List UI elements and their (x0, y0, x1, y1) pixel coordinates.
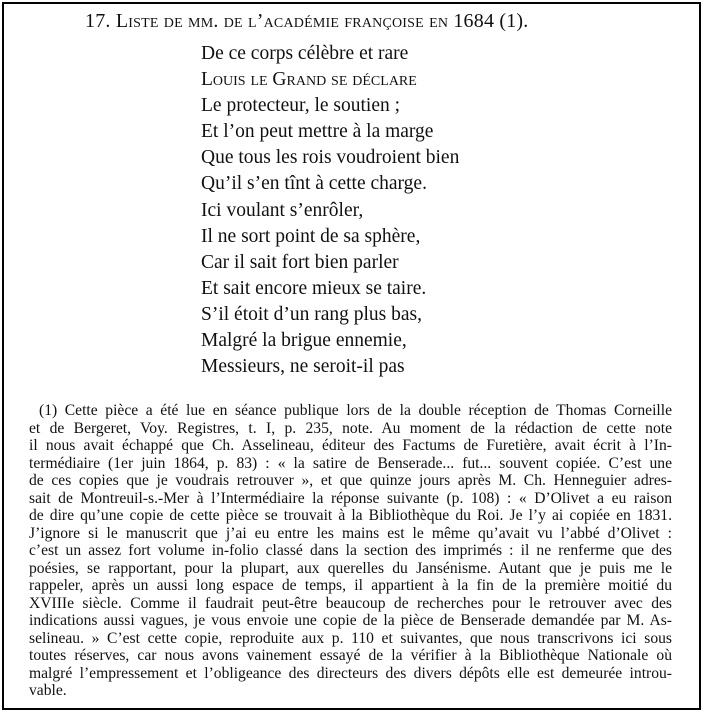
footnote-line: de dire qu’une copie de cette pièce se trouvait à la Bibliothèque du Roi. Je l’y ai copiée en 1831. (29, 507, 672, 524)
poem-line: Et sait encore mieux se taire. (201, 277, 427, 299)
poem-line: Malgré la brigue ennemie, (201, 330, 407, 352)
poem-line: Car il sait fort bien parler (201, 251, 399, 273)
footnote-line: et de Bergeret, Voy. Registres, t. I, p. 235, note. Au moment de la rédaction de cette note (29, 419, 672, 437)
section-title: Liste de mm. de l’académie françoise en 1684 (115, 10, 495, 32)
footnote-line: J’ignore si le manuscrit que j’ai eu entre les mains est le même qu’avait vu l’abbé d’Olivet : (29, 524, 672, 542)
footnote-line: termédiaire (1er juin 1864, p. 83) : « la satire de Benserade... fut... souvent copiée. C’est une (29, 454, 672, 472)
poem-line: S’il étoit d’un rang plus bas, (201, 303, 422, 325)
footnote-line: vable. (29, 682, 67, 699)
footnote-line: rappeler, après un aussi long espace de temps, il appartient à la fin de la première moitié du (29, 577, 672, 594)
footnote-line: c’est un assez fort volume in-folio classé dans la section des imprimés : il ne renferme que des (29, 542, 672, 559)
footnote-line: malgré l’empressement et l’obligeance des directeurs des divers dépôts elle est demeurée introu- (29, 664, 672, 682)
poem-line: Le protecteur, le soutien ; (201, 95, 401, 117)
footnote-line: (1) Cette pièce a été lue en séance publique lors de la double réception de Thomas Corneille (39, 402, 672, 419)
footnote-line: de ces copies que je voudrais retrouver », et que quinze jours après M. Ch. Henneguier adres- (29, 472, 672, 489)
footnote-line: poésies, se rapportant, pour la plupart, aux querelles du Jansénisme. Autant que je puis me le (29, 559, 672, 577)
footnote (29, 402, 672, 700)
footnote-line: XVIIIe siècle. Comme il faudrait peut-être beaucoup de recherches pour le retrouver avec des (29, 594, 672, 612)
section-footnote-ref: (1). (499, 10, 529, 32)
poem-line: Et l’on peut mettre à la marge (201, 121, 434, 143)
footnote-line: sait de Montreuil-s.-Mer à l’Intermédiaire la réponse suivante (p. 108) : « D’Olivet a eu raison (29, 489, 672, 507)
poem-line: Ici voulant s’enrôler, (201, 199, 364, 221)
poem-line: Qu’il s’en tînt à cette charge. (201, 173, 427, 195)
footnote-line: toutes réserves, car nous avons vainement essayé de la vérifier à la Bibliothèque Nationale où (29, 647, 672, 664)
footnote-line: il nous avait échappé que Ch. Asselineau, éditeur des Factums de Furetière, avait écrit à l’In- (29, 437, 672, 454)
poem-line: Messieurs, ne seroit-il pas (201, 356, 405, 378)
section-number: 17. (85, 10, 111, 32)
footnote-line: selineau. » C’est cette copie, reproduite aux p. 110 et suivantes, que nous transcrivons ici sous (29, 629, 672, 647)
footnote-line: indications aussi vagues, je vous envoie une copie de la pièce de Benserade demandée par M. As- (29, 612, 672, 629)
poem-line: Que tous les rois voudroient bien (201, 147, 460, 169)
section-heading (85, 10, 528, 33)
poem-line: Il ne sort point de sa sphère, (201, 225, 421, 247)
poem (201, 41, 459, 380)
poem-line: De ce corps célèbre et rare (201, 43, 409, 64)
poem-line: Louis le Grand se déclare (201, 69, 417, 91)
